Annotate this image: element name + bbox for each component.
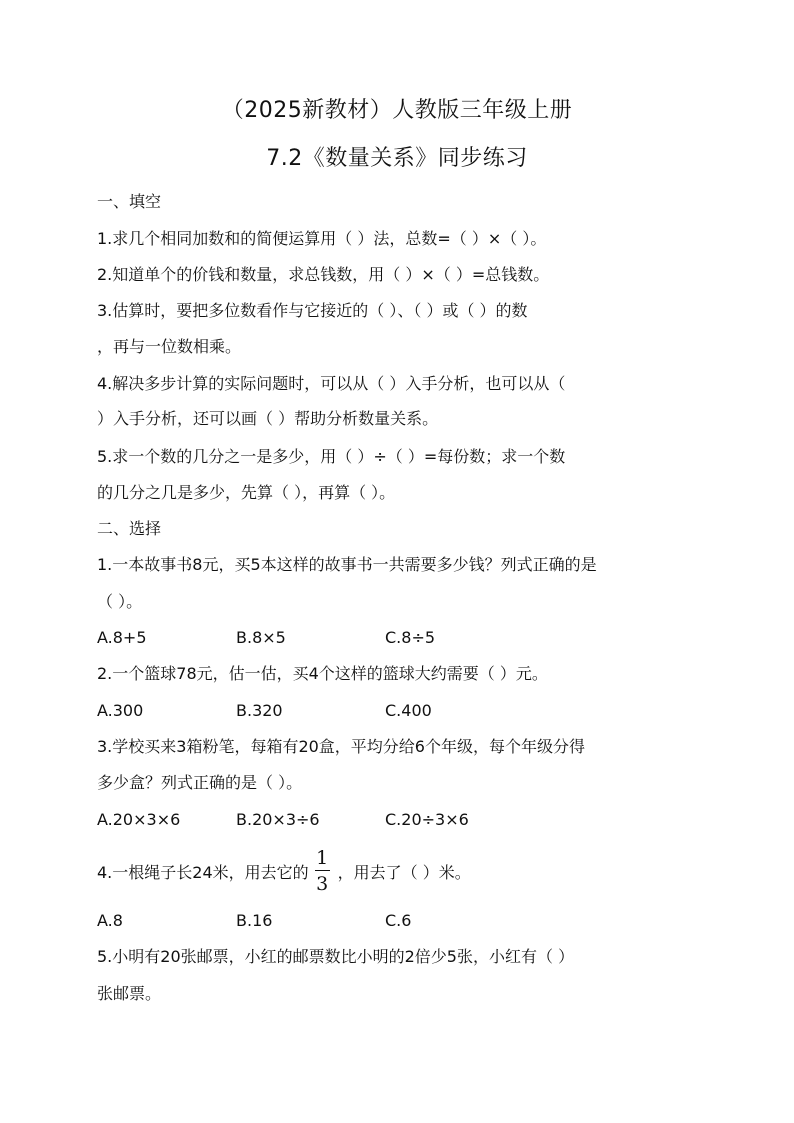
- fill-question-4-line-1: 4.解决多步计算的实际问题时，可以从（ ）入手分析，也可以从（: [97, 374, 566, 393]
- choice-4-option-c: C.6: [385, 911, 412, 930]
- choice-2-option-a: A.300: [97, 701, 144, 720]
- choice-question-4: [97, 845, 471, 897]
- choice-3-option-a: A.20×3×6: [97, 810, 181, 829]
- document-subtitle: 7.2《数量关系》同步练习: [266, 146, 528, 171]
- choice-2-option-b: B.320: [236, 701, 283, 720]
- choice-4-text-before: 4.一根绳子长24米，用去它的: [97, 862, 309, 882]
- choice-4-text-after: ，用去了（ ）米。: [337, 862, 471, 882]
- section-heading-choice: 二、选择: [97, 519, 162, 538]
- fraction-bar: [315, 870, 330, 871]
- choice-question-3-line-1: 3.学校买来3箱粉笔，每箱有20盒，平均分给6个年级，每个年级分得: [97, 737, 585, 756]
- fill-question-3-line-2: ，再与一位数相乘。: [97, 337, 242, 356]
- fill-question-2: 2.知道单个的价钱和数量，求总钱数，用（ ）×（ ）=总钱数。: [97, 265, 550, 284]
- section-heading-fill: 一、填空: [97, 192, 162, 211]
- fill-question-1: 1.求几个相同加数和的简便运算用（ ）法，总数=（ ）×（ ）。: [97, 229, 547, 248]
- document-title: （2025新教材）人教版三年级上册: [221, 98, 573, 123]
- choice-3-option-c: C.20÷3×6: [385, 810, 469, 829]
- choice-question-3-line-2: 多少盒？列式正确的是（ ）。: [97, 773, 303, 792]
- choice-2-option-c: C.400: [385, 701, 432, 720]
- fraction-one-third: [315, 847, 330, 895]
- choice-1-option-a: A.8+5: [97, 628, 147, 647]
- choice-1-option-c: C.8÷5: [385, 628, 436, 647]
- fraction-denominator: 3: [316, 873, 329, 895]
- choice-4-option-a: A.8: [97, 911, 123, 930]
- choice-question-5-line-2: 张邮票。: [97, 984, 162, 1003]
- choice-question-2: 2.一个篮球78元，估一估，买4个这样的篮球大约需要（ ）元。: [97, 664, 548, 683]
- fill-question-4-line-2: ）入手分析，还可以画（ ）帮助分析数量关系。: [97, 409, 439, 428]
- fill-question-5-line-2: 的几分之几是多少，先算（ ），再算（ ）。: [97, 483, 396, 502]
- choice-3-option-b: B.20×3÷6: [236, 810, 320, 829]
- choice-question-1-line-2: （ ）。: [97, 592, 143, 611]
- choice-4-option-b: B.16: [236, 911, 273, 930]
- choice-1-option-b: B.8×5: [236, 628, 286, 647]
- choice-question-5-line-1: 5.小明有20张邮票，小红的邮票数比小明的2倍少5张，小红有（ ）: [97, 947, 575, 966]
- choice-question-1-line-1: 1.一本故事书8元，买5本这样的故事书一共需要多少钱？列式正确的是: [97, 555, 597, 574]
- fill-question-3-line-1: 3.估算时，要把多位数看作与它接近的（ ）、（ ）或（ ）的数: [97, 301, 528, 320]
- fill-question-5-line-1: 5.求一个数的几分之一是多少，用（ ）÷（ ）=每份数；求一个数: [97, 447, 566, 466]
- fraction-numerator: 1: [316, 847, 329, 869]
